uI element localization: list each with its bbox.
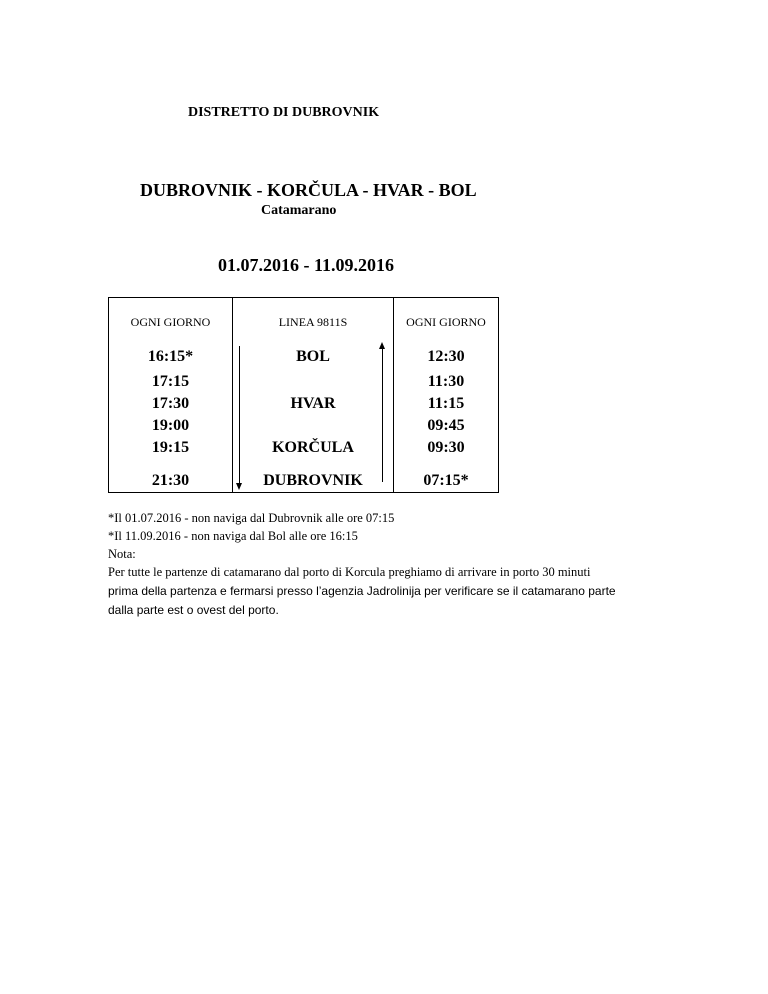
- stop-name: KORČULA: [272, 439, 354, 456]
- outbound-time: 19:15: [151, 439, 190, 456]
- stop-name: DUBROVNIK: [263, 472, 363, 489]
- outbound-time: 19:00: [151, 417, 190, 434]
- arrow-up-icon: [379, 342, 385, 349]
- note-heading: Nota:: [108, 547, 136, 561]
- footnote: *Il 11.09.2016 - non naviga dal Bol alle ore 16:15: [108, 529, 358, 543]
- header-return-days: OGNI GIORNO: [406, 315, 486, 329]
- return-time: 12:30: [427, 348, 465, 365]
- district-title: DISTRETTO DI DUBROVNIK: [188, 105, 380, 120]
- return-time: 09:45: [427, 417, 465, 434]
- stop-name: BOL: [296, 348, 330, 365]
- route-title: DUBROVNIK - KORČULA - HVAR - BOL: [140, 180, 477, 200]
- outbound-time: 17:15: [151, 373, 190, 390]
- note-text: Per tutte le partenze di catamarano dal porto di Korcula preghiamo di arrivare in porto 30 minuti: [108, 565, 591, 579]
- vessel-type: Catamarano: [261, 203, 337, 218]
- return-time: 11:15: [427, 395, 465, 412]
- note-text: prima della partenza e fermarsi presso l’agenzia Jadrolinija per verificare se il catamarano parte: [108, 584, 616, 598]
- outbound-time: 16:15*: [147, 348, 194, 365]
- direction-down-arrow: [239, 346, 240, 484]
- timetable: [108, 297, 499, 493]
- return-time: 07:15*: [423, 472, 469, 489]
- footnote: *Il 01.07.2016 - non naviga dal Dubrovnik alle ore 07:15: [108, 511, 395, 525]
- validity-period: 01.07.2016 - 11.09.2016: [218, 255, 395, 275]
- outbound-time: 17:30: [151, 395, 190, 412]
- arrow-down-icon: [236, 483, 242, 490]
- direction-up-arrow: [382, 348, 383, 482]
- header-outbound-days: OGNI GIORNO: [130, 315, 211, 329]
- outbound-time: 21:30: [151, 472, 190, 489]
- note-text: dalla parte est o ovest del porto.: [108, 603, 279, 617]
- return-time: 11:30: [427, 373, 465, 390]
- header-line-number: LINEA 9811S: [278, 315, 348, 329]
- stop-name: HVAR: [290, 395, 336, 412]
- return-time: 09:30: [427, 439, 465, 456]
